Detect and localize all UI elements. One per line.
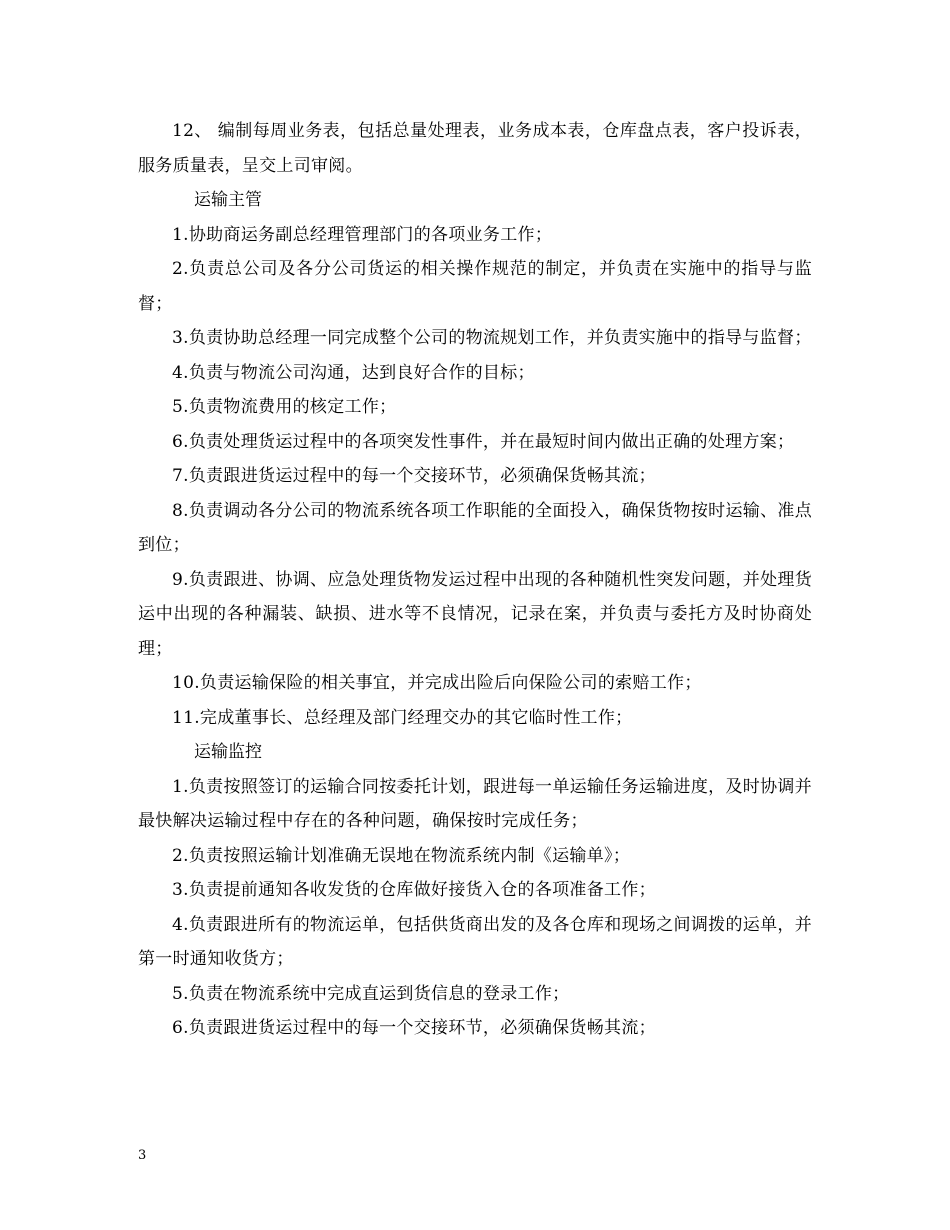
paragraph-item: 4.负责跟进所有的物流运单，包括供货商出发的及各仓库和现场之间调拨的运单，并第一时通知收货方； bbox=[138, 914, 812, 969]
section-heading-transport-supervisor: 运输主管 bbox=[194, 190, 262, 210]
document-body bbox=[138, 114, 812, 1046]
paragraph-item: 5.负责在物流系统中完成直运到货信息的登录工作； bbox=[172, 983, 570, 1004]
paragraph-item: 4.负责与物流公司沟通，达到良好合作的目标； bbox=[172, 362, 535, 383]
paragraph-item-12: 12、 编制每周业务表，包括总量处理表，业务成本表，仓库盘点表，客户投诉表，服务质量表，呈交上司审阅。 bbox=[138, 121, 812, 176]
paragraph-item: 5.负责物流费用的核定工作； bbox=[172, 397, 397, 417]
paragraph-item: 11.完成董事长、总经理及部门经理交办的其它临时性工作； bbox=[172, 707, 633, 728]
page-number: 3 bbox=[138, 1148, 147, 1163]
paragraph-item: 9.负责跟进、协调、应急处理货物发运过程中出现的各种随机性突发问题，并处理货运中出现的各种漏装、缺损、进水等不良情况，记录在案，并负责与委托方及时协商处理； bbox=[138, 569, 812, 659]
paragraph-item: 10.负责运输保险的相关事宜，并完成出险后向保险公司的索赔工作； bbox=[172, 673, 702, 693]
paragraph-item: 6.负责处理货运过程中的各项突发性事件，并在最短时间内做出正确的处理方案； bbox=[172, 431, 795, 452]
section-heading-transport-monitoring: 运输监控 bbox=[194, 742, 262, 762]
paragraph-item: 7.负责跟进货运过程中的每一个交接环节，必须确保货畅其流； bbox=[172, 466, 656, 486]
paragraph-item: 1.负责按照签订的运输合同按委托计划，跟进每一单运输任务运输进度，及时协调并最快解决运输过程中存在的各种问题，确保按时完成任务； bbox=[138, 776, 812, 831]
paragraph-item: 6.负责跟进货运过程中的每一个交接环节，必须确保货畅其流； bbox=[172, 1018, 656, 1038]
paragraph-item: 3.负责协助总经理一同完成整个公司的物流规划工作，并负责实施中的指导与监督； bbox=[172, 328, 812, 348]
paragraph-item: 2.负责按照运输计划准确无误地在物流系统内制《运输单》； bbox=[172, 845, 631, 866]
paragraph-item: 8.负责调动各分公司的物流系统各项工作职能的全面投入，确保货物按时运输、准点到位； bbox=[138, 500, 812, 555]
paragraph-item: 2.负责总公司及各分公司货运的相关操作规范的制定，并负责在实施中的指导与监督； bbox=[138, 259, 812, 314]
paragraph-item: 3.负责提前通知各收发货的仓库做好接货入仓的各项准备工作； bbox=[172, 880, 656, 900]
paragraph-item: 1.协助商运务副总经理管理部门的各项业务工作； bbox=[172, 224, 553, 245]
